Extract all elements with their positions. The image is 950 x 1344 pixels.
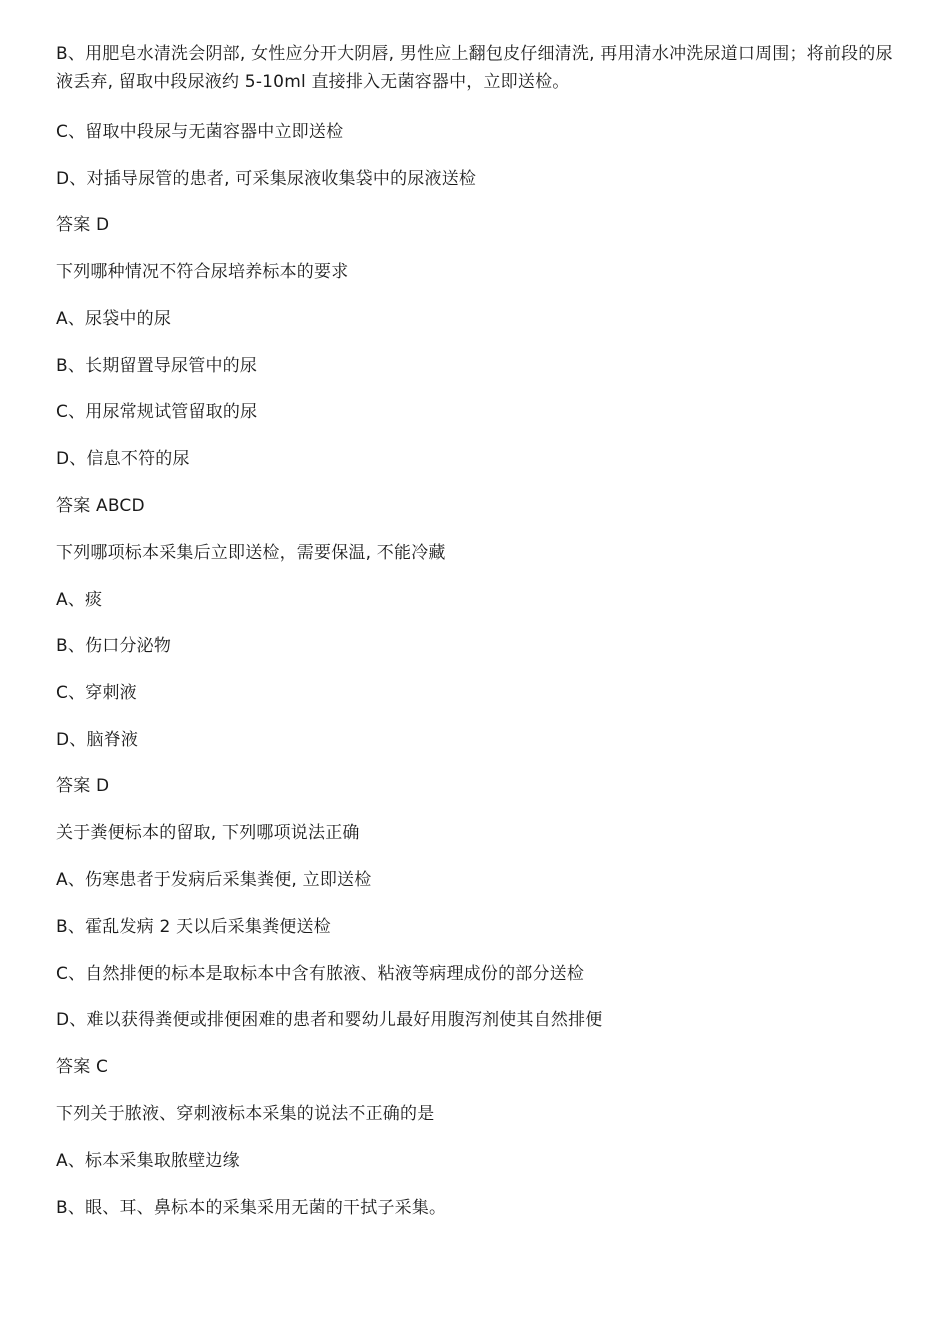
answer-text: 答案 D bbox=[56, 215, 110, 235]
option-text: C、自然排便的标本是取标本中含有脓液、粘液等病理成份的部分送检 bbox=[56, 964, 585, 984]
question-text: 下列关于脓液、穿刺液标本采集的说法不正确的是 bbox=[56, 1104, 435, 1124]
option-text: C、留取中段尿与无菌容器中立即送检 bbox=[56, 122, 344, 142]
answer-text: 答案 D bbox=[56, 776, 110, 796]
option-text: D、对插导尿管的患者, 可采集尿液收集袋中的尿液送检 bbox=[56, 169, 477, 189]
option-text: B、伤口分泌物 bbox=[56, 636, 172, 656]
option-text: C、穿刺液 bbox=[56, 683, 137, 703]
question-text: 下列哪项标本采集后立即送检，需要保温, 不能冷藏 bbox=[56, 543, 446, 563]
option-text: A、尿袋中的尿 bbox=[56, 309, 172, 329]
option-text: D、脑脊液 bbox=[56, 730, 139, 750]
question-text: 关于粪便标本的留取, 下列哪项说法正确 bbox=[56, 823, 360, 843]
option-text: B、长期留置导尿管中的尿 bbox=[56, 356, 258, 376]
answer-text: 答案 ABCD bbox=[56, 496, 145, 516]
option-text: B、眼、耳、鼻标本的采集采用无菌的干拭子采集。 bbox=[56, 1198, 447, 1218]
option-text: B、用肥皂水清洗会阴部, 女性应分开大阴唇, 男性应上翻包皮仔细清洗, 再用清水冲洗尿道口周围；将前段的尿液丢弃, 留取中段尿液约 5-10ml 直接排入无菌容器中，立即送检。 bbox=[56, 44, 893, 92]
option-text: A、伤寒患者于发病后采集粪便, 立即送检 bbox=[56, 870, 372, 890]
question-text: 下列哪种情况不符合尿培养标本的要求 bbox=[56, 262, 349, 282]
answer-text: 答案 C bbox=[56, 1057, 109, 1077]
option-text: D、难以获得粪便或排便困难的患者和婴幼儿最好用腹泻剂使其自然排便 bbox=[56, 1010, 603, 1030]
option-text: D、信息不符的尿 bbox=[56, 449, 190, 469]
option-text: A、标本采集取脓壁边缘 bbox=[56, 1151, 240, 1171]
option-text: A、痰 bbox=[56, 590, 103, 610]
option-text: B、霍乱发病 2 天以后采集粪便送检 bbox=[56, 917, 331, 937]
option-text: C、用尿常规试管留取的尿 bbox=[56, 402, 258, 422]
